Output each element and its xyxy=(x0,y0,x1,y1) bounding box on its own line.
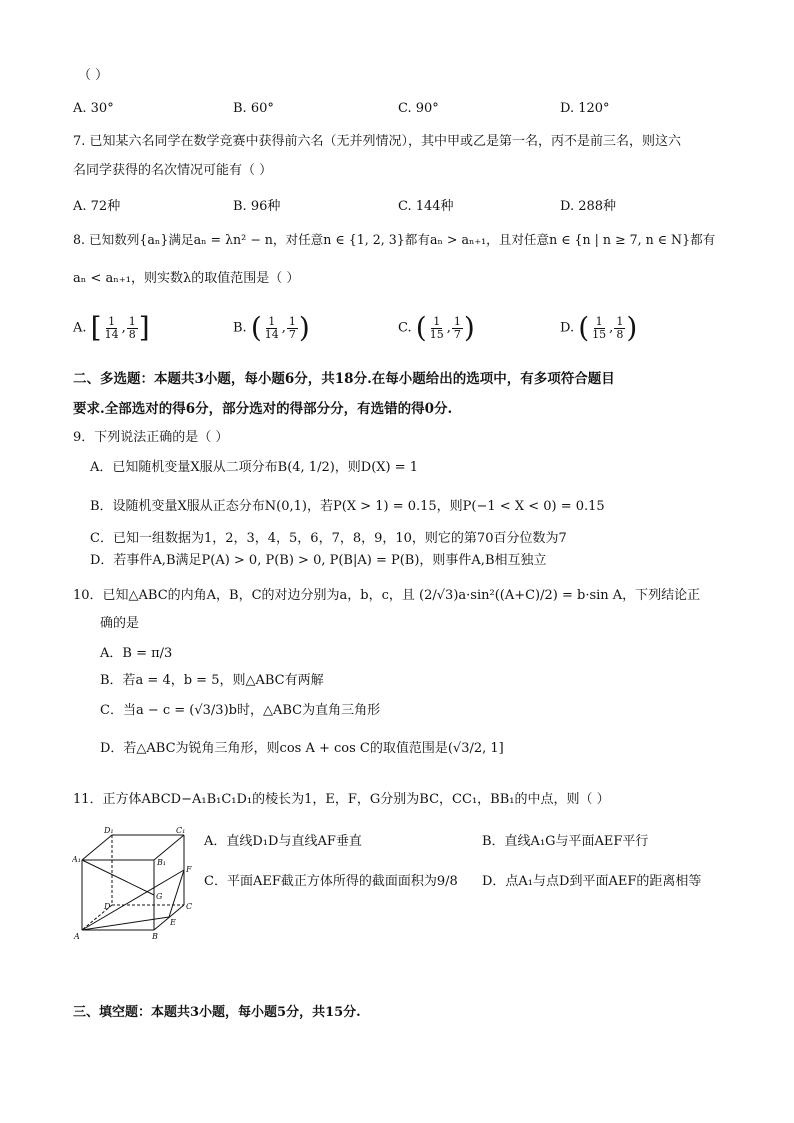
label-c: C xyxy=(186,902,193,911)
numerator: 1 xyxy=(288,314,296,328)
q10-stem-line2: 确的是 xyxy=(100,616,140,631)
q7-option-a: A. 72种 xyxy=(73,199,121,214)
q7-option-d: D. 288种 xyxy=(560,199,617,214)
fraction-upper xyxy=(614,316,625,340)
denominator: 14 xyxy=(264,327,279,341)
section3-heading: 三、填空题：本题共3小题，每小题5分，共15分. xyxy=(73,1005,361,1020)
close-bracket: ] xyxy=(138,311,150,344)
q6-option-a: A. 30° xyxy=(73,101,114,116)
section2-heading-line1: 二、多选题：本题共3小题，每小题6分，共18分.在每小题给出的选项中，有多项符合题目 xyxy=(73,371,615,387)
close-bracket: ) xyxy=(463,311,475,344)
q11-option-d: D．点A₁与点D到平面AEF的距离相等 xyxy=(482,874,702,889)
close-bracket: ) xyxy=(298,311,310,344)
label-d: D xyxy=(104,902,111,911)
q9-option-c: C．已知一组数据为1，2，3，4，5，6，7，8，9，10，则它的第70百分位数为7 xyxy=(90,531,567,546)
label-c1: C₁ xyxy=(176,826,186,835)
label-a: A xyxy=(74,932,80,941)
section2-heading-line2: 要求.全部选对的得6分，部分选对的得部分分，有选错的得0分. xyxy=(73,401,453,417)
fraction-upper xyxy=(287,316,298,340)
q8-option-d: D. ( $\frac{1}{15}$ , $\frac{1}{8}$ ) xyxy=(560,311,638,344)
label-b: B xyxy=(152,932,158,941)
q10-option-c: C．当a − c = (√3/3)b时，△ABC为直角三角形 xyxy=(100,703,381,718)
q7-option-c: C. 144种 xyxy=(398,199,454,214)
q9-option-b: B．设随机变量X服从正态分布N(0,1)，若P(X > 1) = 0.15，则P(−1 < X < 0) = 0.15 xyxy=(90,499,605,514)
fraction-upper xyxy=(452,316,463,340)
open-bracket: ( xyxy=(415,311,427,344)
label-e: E xyxy=(170,918,176,927)
open-bracket: ( xyxy=(250,311,262,344)
label-a1: A₁ xyxy=(72,855,81,864)
open-bracket: [ xyxy=(90,311,102,344)
q9-option-a: A．已知随机变量X服从二项分布B(4, 1/2)，则D(X) = 1 xyxy=(90,460,419,475)
numerator: 1 xyxy=(433,314,441,328)
q10-option-d: D．若△ABC为锐角三角形，则cos A + cos C的取值范围是(√3/2, 1] xyxy=(100,741,504,756)
numerator: 1 xyxy=(453,314,461,328)
fraction-lower xyxy=(428,316,446,340)
q11-option-b: B．直线A₁G与平面AEF平行 xyxy=(482,834,649,849)
denominator: 8 xyxy=(128,327,136,341)
fraction-lower xyxy=(103,316,121,340)
q6-option-c: C. 90° xyxy=(398,101,439,116)
option-label: C. xyxy=(398,320,412,336)
close-bracket: ) xyxy=(626,311,638,344)
label-g: G xyxy=(156,892,163,901)
open-bracket: ( xyxy=(578,311,590,344)
q7-stem-line2: 名同学获得的名次情况可能有（ ） xyxy=(73,163,273,178)
q9-stem: 9．下列说法正确的是（ ） xyxy=(73,430,229,445)
q7-option-b: B. 96种 xyxy=(233,199,281,214)
denominator: 15 xyxy=(429,327,444,341)
numerator: 1 xyxy=(616,314,624,328)
q8-option-a: A. [ $\frac{1}{14}$ , $\frac{1}{8}$ ] xyxy=(73,311,150,344)
denominator: 14 xyxy=(104,327,119,341)
q6-answer-blank: （ ） xyxy=(78,68,109,83)
option-label: A. xyxy=(73,320,87,336)
denominator: 8 xyxy=(616,327,624,341)
q10-option-a: A．B = π/3 xyxy=(100,646,173,661)
label-f: F xyxy=(186,865,192,874)
label-d1: D₁ xyxy=(104,826,114,835)
option-label: D. xyxy=(560,320,575,336)
q11-option-a: A．直线D₁D与直线AF垂直 xyxy=(204,834,362,849)
q11-option-c: C．平面AEF截正方体所得的截面面积为9/8 xyxy=(204,874,458,889)
q8-option-c: C. ( $\frac{1}{15}$ , $\frac{1}{7}$ ) xyxy=(398,311,475,344)
numerator: 1 xyxy=(128,314,136,328)
q8-option-b: B. ( $\frac{1}{14}$ , $\frac{1}{7}$ ) xyxy=(233,311,310,344)
denominator: 7 xyxy=(288,327,296,341)
q7-stem-line1: 7. 已知某六名同学在数学竞赛中获得前六名（无并列情况），其中甲或乙是第一名，丙不是前三名，则这六 xyxy=(73,134,682,149)
denominator: 7 xyxy=(453,327,461,341)
q11-stem: 11．正方体ABCD−A₁B₁C₁D₁的棱长为1，E，F，G分别为BC，CC₁，BB₁的中点，则（ ） xyxy=(73,792,610,807)
q8-stem-line2: aₙ < aₙ₊₁，则实数λ的取值范围是（ ） xyxy=(73,271,300,286)
q6-option-b: B. 60° xyxy=(233,101,274,116)
q9-option-d: D．若事件A,B满足P(A) > 0, P(B) > 0, P(B|A) = P(B)，则事件A,B相互独立 xyxy=(90,553,547,568)
fraction-lower xyxy=(263,316,281,340)
q10-stem-line1: 10．已知△ABC的内角A，B，C的对边分别为a，b，c，且 (2/√3)a·sin²((A+C)/2) = b·sin A，下列结论正 xyxy=(73,588,701,603)
fraction-lower xyxy=(590,316,608,340)
q10-option-b: B．若a = 4，b = 5，则△ABC有两解 xyxy=(100,673,324,688)
denominator: 15 xyxy=(592,327,607,341)
numerator: 1 xyxy=(108,314,116,328)
option-label: B. xyxy=(233,320,247,336)
numerator: 1 xyxy=(595,314,603,328)
cube-figure xyxy=(72,825,196,941)
fraction-upper xyxy=(127,316,138,340)
q8-stem-line1: 8. 已知数列{aₙ}满足aₙ = λn² − n，对任意n ∈ {1, 2, 3}都有aₙ > aₙ₊₁，且对任意n ∈ {n | n ≥ 7, n ∈ N}都有 xyxy=(73,232,716,247)
label-b1: B₁ xyxy=(157,858,167,867)
q6-option-d: D. 120° xyxy=(560,101,610,116)
numerator: 1 xyxy=(268,314,276,328)
